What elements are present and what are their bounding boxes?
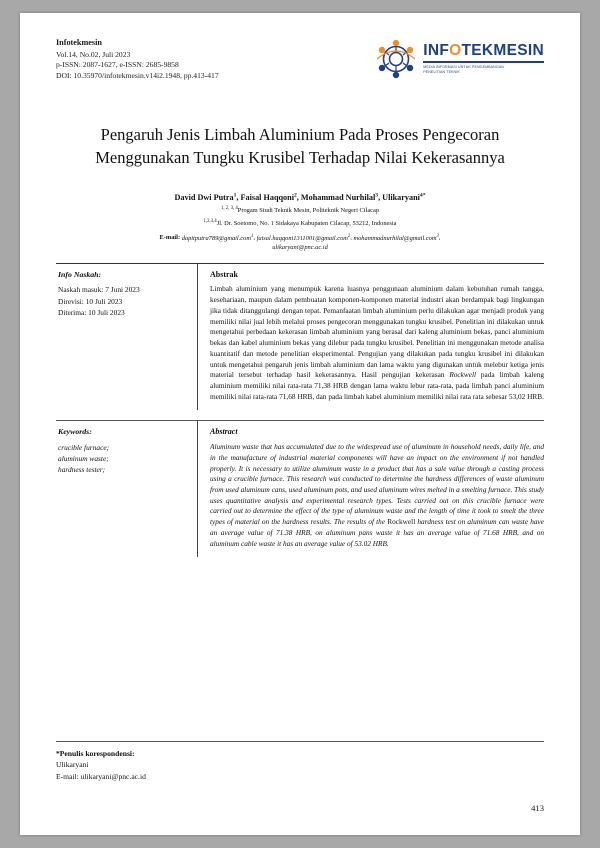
- page-header: [56, 35, 544, 97]
- journal-logo-tagline: MEDIA INFORMASI UNTUK PENGEMBANGAN PENELITIAN TEKNIK: [423, 64, 504, 74]
- email-2: faisal.haqqoni1311001@gmail.com$^2$: [256, 233, 351, 242]
- keywords-heading: Keywords:: [58, 427, 92, 437]
- email-1: dapitputra789@gmail.com$^1$: [181, 233, 254, 242]
- corresponding-author-name: Ulikaryani: [56, 760, 89, 770]
- page-footer: [56, 731, 544, 783]
- email-3: mohammadnurhilal@gmail.com$^3$: [353, 233, 439, 242]
- corresponding-author-label: *Penulis korespondensi:: [56, 748, 135, 758]
- info-received: Naskah masuk: 7 Juni 2023: [58, 285, 140, 295]
- journal-doi: DOI: 10.35970/infotekmesin.v14i2.1948, pp.413-417: [56, 71, 219, 81]
- author-emails: E-mail: dapitputra789@gmail.com$^1$, faisal.haqqoni1311001@gmail.com$^2$, mohammadnurhilal@gmail.com$^3$, ulikaryani@pnc.ac.id: [159, 233, 441, 252]
- journal-name: Infotekmesin: [56, 38, 102, 47]
- email-4: ulikaryani@pnc.ac.id: [272, 244, 328, 252]
- journal-logo: [373, 35, 544, 81]
- info-naskah-heading: Info Naskah:: [58, 269, 102, 279]
- email-label: E-mail:: [159, 234, 181, 242]
- author-names: David Dwi Putra$^1$, Faisal Haqqoni$^2$, Mohammad Nurhilal$^3$, Ulikaryani$^{4*}$: [174, 191, 426, 202]
- page-title: Pengaruh Jenis Limbah Aluminium Pada Proses Pengecoran Menggunakan Tungku Krusibel Terhadap Nilai Kekerasannya: [95, 125, 505, 168]
- affiliation-line-2: $^{1,2,3,4}$Jl. Dr. Soetomo, No. 1 Sidakaya Kabupaten Cilacap, 53212, Indonesia: [203, 218, 397, 228]
- paper-page: [20, 13, 580, 835]
- journal-logo-text: [423, 43, 544, 74]
- journal-issn: p-ISSN: 2087-1627, e-ISSN: 2685-9858: [56, 60, 179, 70]
- keyword-item: aluminum waste;: [58, 454, 109, 464]
- corresponding-author-email: E-mail: ulikaryani@pnc.ac.id: [56, 772, 146, 782]
- abstrak-text: Limbah aluminium yang menumpuk karena luasnya penggunaan aluminium dalam kebutuhan rumah tangga, kesehariaan, maupun dalam pembuatan komponen-komponen material industri akan berdampak bagi lingkungan jika tidak ditanggulangi dengan tepat. Pemanfaatan limbah aluminium perlu dilakukan agar menjadi produk yang memiliki nilai jual lebih melalui proses pengecoran menggunakan tungku krusibel. Penelitian ini dilakukan untuk mengetahui perbedaan kekerasan limbah aluminium yang berasal dari kaleng aluminium bekas, panci aluminium bekas dan kabel aluminium bekas yang dilebur pada tungku krusibel. Penelitian ini menggunakan metode analisa kuantitatif dan metode penelitian eksperimental. Pengujian yang dilakukan pada tungku krusibel ini dilakukan untuk mengetahui pengaruh jenis limbah aluminium dan lama waktu yang digunakan untuk melebur ketiga jenis material tersebut terhadap hasil kekerasannya. Hasil pengujian kekerasan Rockwell pada limbah kaleng aluminium memiliki nilai rata-rata 71,38 HRB dengan lama waktu lebur rata-rata, pada limbah panci aluminium memiliki nilai rata-rata 71,68 HRB, dan pada limbah kabel aluminium memiliki nilai rata rata sebesar 53,02 HRB.: [210, 284, 544, 401]
- abstract-text: Aluminum waste that has accumulated due to the widespread use of aluminum in household needs, daily life, and in the manufacture of industrial material components will have an impact on the environment if not handled properly. It is necessary to utilize aluminum waste in a product that has a sale value through a casting process using a crucible furnace. This research was conducted to determine the hardness differences of waste aluminum from used aluminum cans, used aluminum pots, and used aluminum wires melted in a smelting furnace. This study uses quantitative analysis and experimental research types. Tests carried out on this crucible furnace were carried out to determine the effect of the type of aluminum waste and the length of time it took to smelt the three types of material on the hardness results. The results of the Rockwell hardness test on aluminum can waste have an average value of 71.38 HRB, on aluminum pans waste it has an average value of 71.68 HRB, and on aluminum cable waste it has an average value of 53.02 HRB.: [210, 442, 544, 548]
- keywords-block: [56, 421, 198, 557]
- gear-network-icon: [373, 37, 419, 81]
- info-revised: Direvisi: 10 Juli 2023: [58, 296, 123, 306]
- keyword-item: crucible furnace;: [58, 443, 110, 453]
- journal-volume: Vol.14, No.02, Juli 2023: [56, 49, 131, 59]
- corresponding-author-block: [56, 742, 544, 783]
- abstract-section: [56, 421, 544, 557]
- info-naskah-block: [56, 264, 198, 411]
- author-list: [56, 192, 544, 202]
- journal-logo-wordmark: INFOTEKMESIN: [423, 42, 544, 60]
- abstrak-heading: Abstrak: [210, 269, 239, 279]
- logo-divider: [423, 61, 544, 63]
- affiliation-line-1: $^{1, 2, 3, 4}$Progam Studi Teknik Mesin, Politeknik Negeri Cilacap: [220, 205, 380, 214]
- abstrak-block: [198, 264, 544, 411]
- page-number: 413: [531, 803, 544, 813]
- keyword-item: hardness tester;: [58, 465, 106, 475]
- abstrak-section: [56, 264, 544, 411]
- abstract-block: [198, 421, 544, 557]
- abstract-heading: Abstract: [210, 427, 238, 437]
- info-accepted: Diterima: 10 Juli 2023: [58, 307, 125, 317]
- journal-metadata: [56, 35, 219, 82]
